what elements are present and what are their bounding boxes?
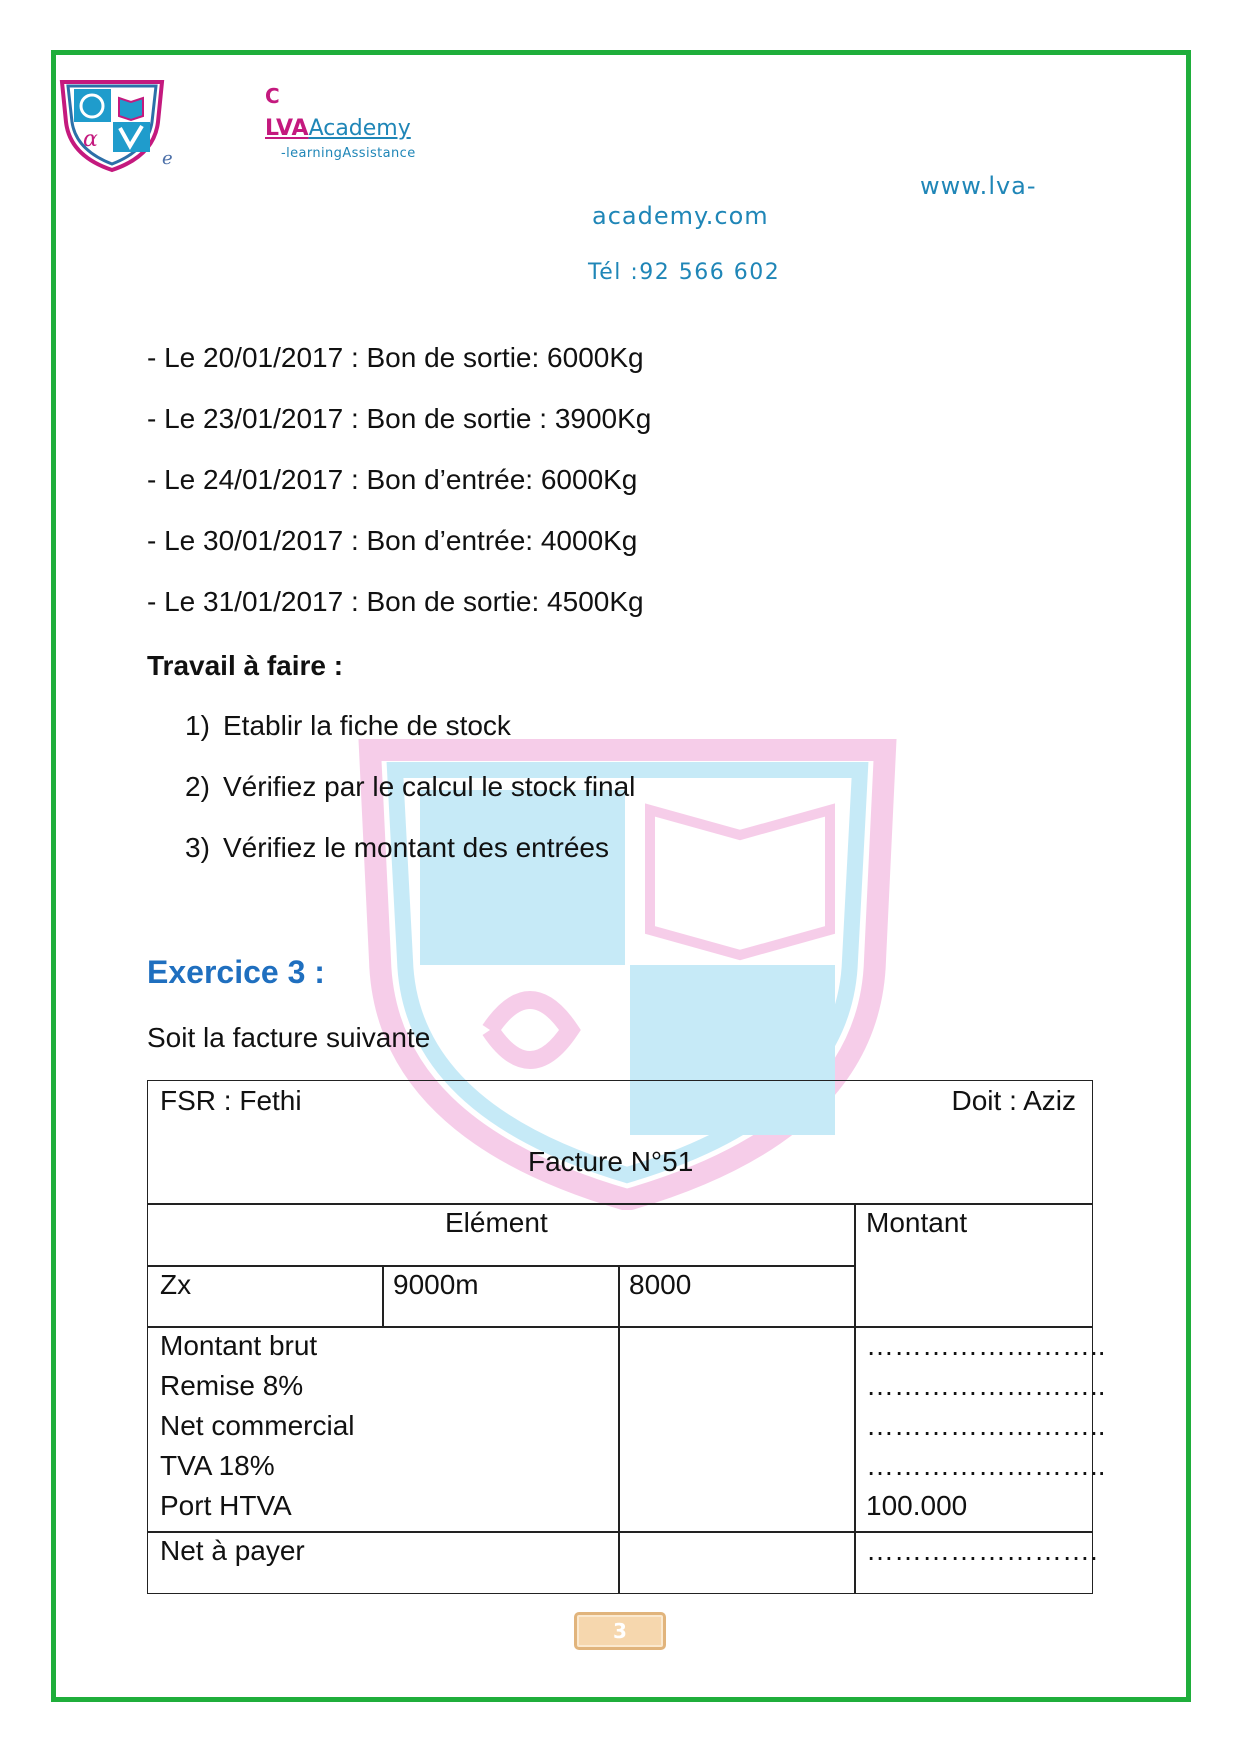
brand-letter: C [265,84,280,108]
table-divider [618,1265,620,1593]
logo-e-letter: e [162,148,173,169]
task-item-text: Vérifiez par le calcul le stock final [223,771,636,802]
task-item [185,710,511,742]
invoice-line-amount: …………………….. [866,1450,1106,1481]
invoice-line-label: Net commercial [160,1410,355,1441]
task-item-number: 2) [185,771,210,802]
invoice-line-label: TVA 18% [160,1450,275,1481]
invoice-line-amount: …………………….. [866,1330,1106,1361]
invoice-line-amount: …………………….. [866,1410,1106,1441]
task-item [185,771,635,803]
task-item-number: 1) [185,710,210,741]
invoice-line-label: Montant brut [160,1330,318,1361]
task-item-number: 3) [185,832,210,863]
website-link-part1[interactable]: www.lva- [920,172,1037,200]
brand-academy: Academy [308,116,411,141]
task-item-text: Vérifiez le montant des entrées [223,832,609,863]
column-header-element: Elément [445,1207,548,1238]
column-header-amount: Montant [866,1207,968,1238]
table-divider [148,1265,854,1267]
exercise-title: Exercice 3 : [147,954,325,990]
task-item-text: Etablir la fiche de stock [223,710,511,741]
item-quantity: 9000m [393,1269,479,1300]
invoice-supplier: FSR : Fethi [160,1085,302,1116]
invoice-line-amount: …………………….. [866,1370,1106,1401]
task-item [185,832,609,864]
task-title: Travail à faire : [147,650,344,681]
invoice-total-label: Net à payer [160,1535,305,1566]
invoice-total-amount: ……………………. [866,1535,1098,1566]
brand-block [265,86,416,161]
brand-lva: LVA [265,116,309,141]
page-number-badge: 3 [574,1612,666,1650]
entry-line: - Le 30/01/2017 : Bon d’entrée: 4000Kg [147,525,638,556]
lva-academy-logo-icon [58,78,166,174]
entry-line: - Le 24/01/2017 : Bon d’entrée: 6000Kg [147,464,638,495]
invoice-line-amount: 100.000 [866,1490,968,1521]
phone-number: Tél :92 566 602 [588,260,781,285]
item-price: 8000 [629,1269,692,1300]
invoice-line-label: Port HTVA [160,1490,292,1521]
invoice-number: Facture N°51 [528,1146,694,1177]
item-name: Zx [160,1269,192,1300]
website-link-part2[interactable]: academy.com [592,202,769,230]
invoice-client: Doit : Aziz [951,1085,1076,1116]
brand-name [265,116,416,142]
table-divider [382,1265,384,1327]
entry-line: - Le 31/01/2017 : Bon de sortie: 4500Kg [147,586,644,617]
entry-line: - Le 20/01/2017 : Bon de sortie: 6000Kg [147,342,644,373]
invoice-line-label: Remise 8% [160,1370,304,1401]
invoice-table [147,1080,1106,1594]
exercise-intro: Soit la facture suivante [147,1022,431,1053]
table-divider [854,1203,856,1593]
entry-line: - Le 23/01/2017 : Bon de sortie : 3900Kg [147,403,652,434]
brand-subtitle: -learningAssistance [281,146,416,161]
svg-text:α: α [83,127,98,152]
